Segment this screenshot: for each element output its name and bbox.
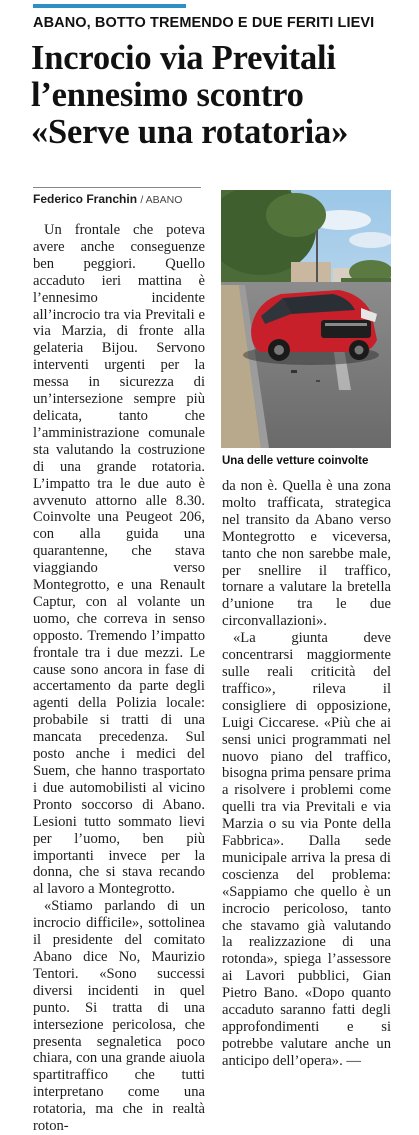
kicker: ABANO, BOTTO TREMENDO E DUE FERITI LIEVI [33, 15, 375, 31]
dateline-location: / ABANO [140, 194, 183, 206]
photo-caption: Una delle vetture coinvolte [222, 455, 369, 467]
paragraph: «La giunta deve concentrarsi maggiormente sulle reali criticità del traffico», rileva il consigliere di opposizione, Luigi Ciccarese. «Più che ai sensi unici programmati nel nuovo piano del traffico, bisogna prima pensare prima a risolvere i problemi come quelli tra via Previtali e via Marzia o su via Ponte della Fabbrica». Dalla sede municipale arriva la presa di coscienza del problema: «Sappiamo che quello è un incrocio pericoloso, tanto che stavamo già valutando la realizzazione di una rotonda», spiega l’assessore ai Lavori pubblici, Gian Pietro Bano. «Dopo quanto accaduto saranno fatti degli approfondimenti e si potrebbe valutare anche un anticipo dell’opera». — [222, 630, 391, 1069]
article-column-left [33, 222, 205, 1135]
byline-rule [33, 187, 201, 188]
paragraph: Un frontale che poteva avere anche conseguenze ben peggiori. Quello accaduto ieri mattina è l’ennesimo incidente all’incrocio tra via Previtali e via Marzia, di fronte alla gelateria Bijou. Servono interventi urgenti per la messa in sicurezza di un’intersezione sempre più delicata, tanto che l’amministrazione comunale sta valutando la costruzione di una grande rotatoria. L’impatto tra le due auto è avvenuto attorno alle 8.30. Coinvolte una Peugeot 206, con alla guida una quarantenne, che stava viaggiando verso Montegrotto, e una Renault Captur, con al volante un uomo, che correva in senso opposto. Tremendo l’impatto frontale tra i due mezzi. Le cause sono ancora in fase di accertamento da parte degli agenti della Polizia locale: probabile si tratti di una mancata precedenza. Sul posto anche i medici del Suem, che hanno trasportato i due automobilisti al vicino Pronto soccorso di Abano. Lesioni tutto sommato lievi per l’uomo, ben più importanti invece per la donna, che si stava recando al lavoro a Montegrotto. [33, 222, 205, 898]
byline [33, 192, 208, 206]
paragraph: «Stiamo parlando di un incrocio difficile», sottolinea il presidente del comitato Abano dice No, Maurizio Tentori. «Sono successi diversi incidenti in quel punto. Si tratta di una intersezione pericolosa, che presenta segnaletica poco chiara, con una grande aiuola spartitraffico che tutti interpretano come una rotatoria, ma che in realtà roton- [33, 898, 205, 1135]
accident-photo-illustration [221, 190, 391, 448]
author-name: Federico Franchin [33, 192, 138, 206]
article-column-right [222, 478, 391, 1070]
headline-line-3: «Serve una rotatoria» [31, 113, 349, 151]
accident-photo [221, 190, 391, 448]
headline-line-2: l’ennesimo scontro [31, 76, 304, 114]
headline-line-1: Incrocio via Previtali [31, 39, 336, 77]
headline [31, 40, 417, 151]
paragraph: da non è. Quella è una zona molto trafficata, strategica nel transito da Abano verso Montegrotto e viceversa, tanto che non sarebbe male, per snellire il traffico, tornare a valutare la bretella d’unione tra le due circonvallazioni». [222, 478, 391, 630]
section-accent-bar [33, 4, 186, 8]
